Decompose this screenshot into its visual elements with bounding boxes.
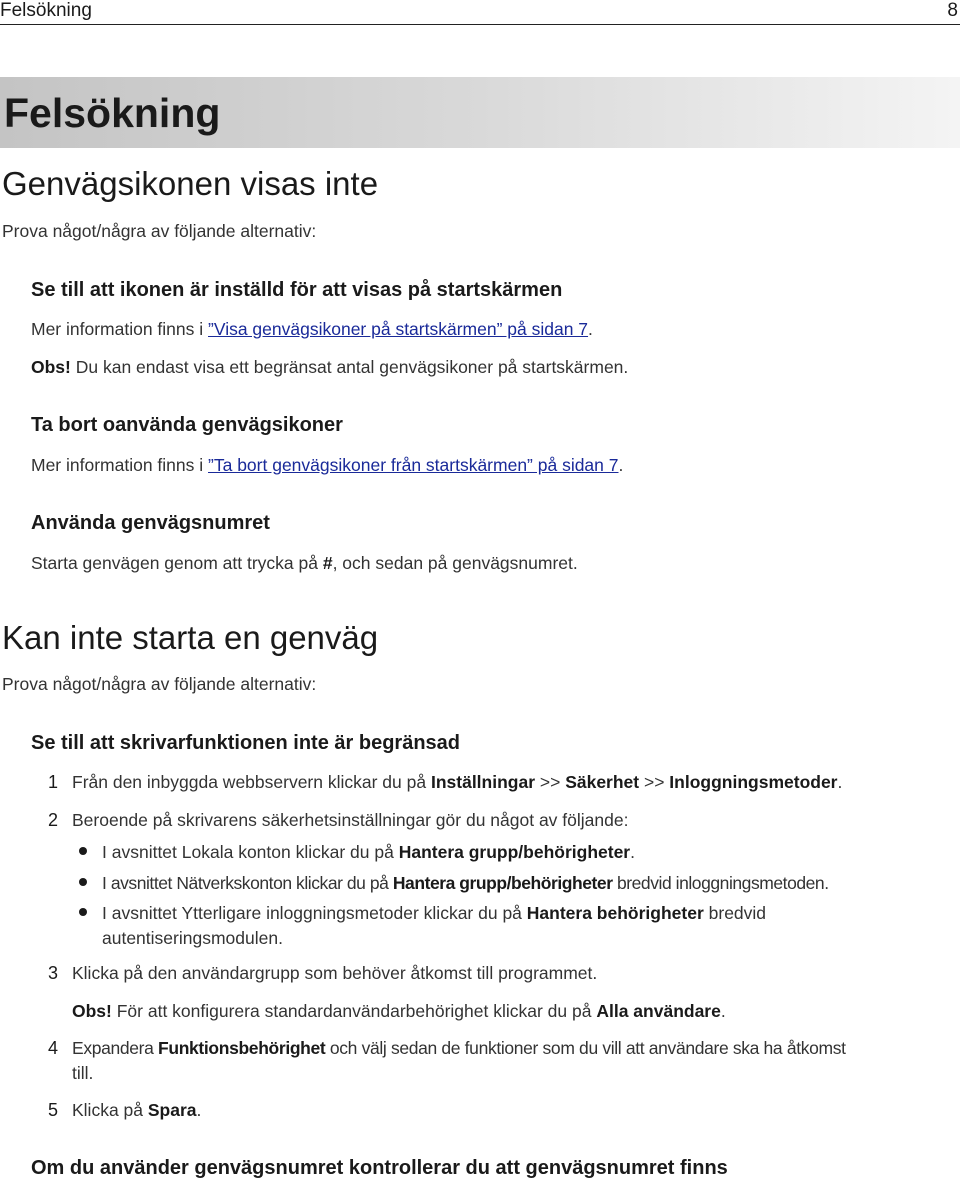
subheading-printer-function: Se till att skrivarfunktionen inte är begränsad <box>31 732 461 754</box>
text-part: Expandera <box>72 1038 159 1058</box>
text-part: Starta genvägen genom att trycka på <box>31 553 323 573</box>
section-title-shortcut-icon: Genvägsikonen visas inte <box>2 165 379 202</box>
bold-term: Hantera grupp/behörigheter <box>398 842 631 862</box>
subheading-use-shortcut-number: Använda genvägsnumret <box>31 512 270 534</box>
security-term: Säkerhet <box>565 772 640 792</box>
step-4-text <box>72 1036 846 1060</box>
all-users-term: Alla användare <box>596 1001 721 1021</box>
note-label: Obs! <box>31 357 71 377</box>
bullet-item <box>102 901 766 925</box>
text-part: Från den inbyggda webbservern klickar du på <box>72 772 431 792</box>
shortcut-number-text <box>31 551 578 575</box>
note-paragraph <box>72 999 726 1023</box>
text-part: I avsnittet Lokala konton klickar du på <box>102 842 399 862</box>
separator: >> <box>639 772 670 792</box>
note-text: Du kan endast visa ett begränsat antal genvägsikoner på startskärmen. <box>70 357 629 377</box>
step-3-text: Klicka på den användargrupp som behöver åtkomst till programmet. <box>72 963 598 983</box>
note-text: För att konfigurera standardanvändarbehörighet klickar du på <box>111 1001 597 1021</box>
text-part: I avsnittet Ytterligare inloggningsmetoder klickar du på <box>102 903 527 923</box>
bullet-item <box>102 871 829 895</box>
chapter-banner <box>0 77 960 148</box>
info-suffix: . <box>618 455 624 475</box>
note-paragraph <box>31 355 628 379</box>
bold-term: Hantera behörigheter <box>526 903 704 923</box>
bullet-item-continued: autentiseringsmodulen. <box>102 928 283 948</box>
text-part: och välj sedan de funktioner som du vill att användare ska ha åtkomst <box>325 1038 846 1058</box>
step-number: 1 <box>47 772 58 792</box>
text-part: , och sedan på genvägsnumret. <box>332 553 578 573</box>
bullet-item <box>102 840 635 864</box>
section-intro: Prova något/några av följande alternativ: <box>2 674 317 694</box>
info-paragraph <box>31 317 593 341</box>
step-1-text <box>72 770 842 794</box>
login-methods-term: Inloggningsmetoder <box>669 772 838 792</box>
text-part: bredvid <box>703 903 767 923</box>
step-4-continued: till. <box>72 1063 94 1083</box>
text-part: . <box>630 842 635 862</box>
step-5-text <box>72 1098 201 1122</box>
info-text: Mer information finns i <box>31 319 209 339</box>
text-part: . <box>196 1100 202 1120</box>
step-number: 3 <box>47 963 58 983</box>
bold-term: Hantera grupp/behörigheter <box>392 873 613 893</box>
function-permission-term: Funktionsbehörighet <box>158 1038 326 1058</box>
info-paragraph <box>31 453 623 477</box>
page-number: 8 <box>947 0 958 21</box>
running-header-title: Felsökning <box>0 0 92 21</box>
text-part: bredvid inloggningsmetoden. <box>612 873 829 893</box>
chapter-title: Felsökning <box>4 90 221 136</box>
subheading-remove-unused: Ta bort oanvända genvägsikoner <box>31 414 343 436</box>
page-header <box>0 0 960 25</box>
step-number: 4 <box>47 1038 58 1058</box>
bullet-icon <box>79 847 87 855</box>
separator: >> <box>535 772 566 792</box>
note-text: . <box>720 1001 726 1021</box>
step-number: 2 <box>47 810 58 830</box>
text-part: I avsnittet Nätverkskonton klickar du på <box>102 873 393 893</box>
info-suffix: . <box>588 319 593 339</box>
step-2-text: Beroende på skrivarens säkerhetsinställningar gör du något av följande: <box>72 810 629 830</box>
link-remove-shortcut-icons[interactable]: ”Ta bort genvägsikoner från startskärmen” på sidan 7 <box>208 455 619 475</box>
text-part: . <box>837 772 843 792</box>
section-intro: Prova något/några av följande alternativ: <box>2 221 317 241</box>
text-part: Klicka på <box>72 1100 148 1120</box>
subheading-shortcut-number-exists: Om du använder genvägsnumret kontrollerar du att genvägsnumret finns <box>31 1157 728 1179</box>
subheading-icon-home-screen: Se till att ikonen är inställd för att visas på startskärmen <box>31 279 563 301</box>
save-term: Spara <box>147 1100 197 1120</box>
section-title-cannot-start: Kan inte starta en genväg <box>2 619 379 656</box>
note-label: Obs! <box>72 1001 112 1021</box>
step-number: 5 <box>47 1100 58 1120</box>
hash-key: # <box>322 553 333 573</box>
bullet-icon <box>79 908 87 916</box>
settings-term: Inställningar <box>430 772 536 792</box>
link-show-shortcut-icons[interactable]: ”Visa genvägsikoner på startskärmen” på sidan 7 <box>208 319 589 339</box>
bullet-icon <box>79 878 87 886</box>
info-text: Mer information finns i <box>31 455 209 475</box>
